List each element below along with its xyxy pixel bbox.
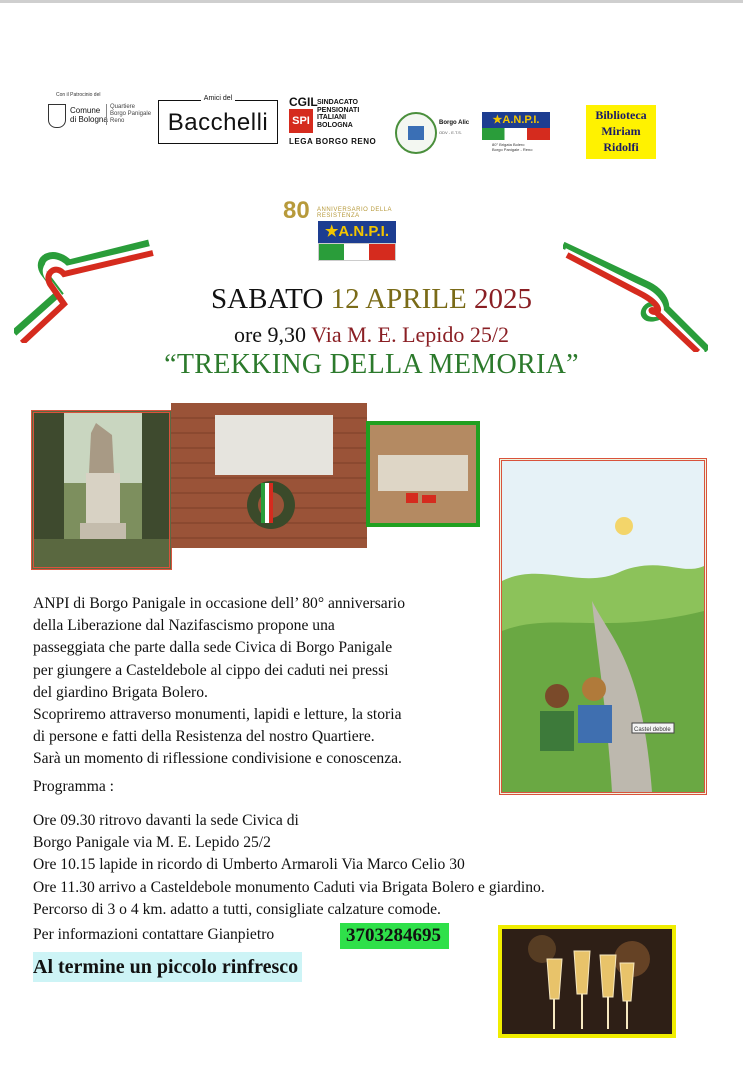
monument-photo	[31, 410, 172, 570]
programma-item: Percorso di 3 o 4 km. adatto a tutti, consigliate calzature comode.	[33, 900, 441, 918]
borgo-alic-name: Borgo Alic	[439, 120, 470, 126]
quartiere-name: Quartiere Borgo Panigale Reno	[106, 104, 151, 125]
coat-of-arms-icon	[48, 104, 66, 128]
amici-bacchelli-logo	[158, 95, 278, 144]
anpi-small-sub: 80° Brigata Bolero Borgo Panigale - Reno	[492, 142, 533, 152]
anpi-brigata-logo	[482, 112, 552, 160]
event-date-heading	[0, 283, 743, 316]
description-line: Sarà un momento di riflessione condivisione e conoscenza.	[33, 750, 402, 768]
armaroli-plaque-photo	[366, 421, 480, 527]
lega-label: LEGA BORGO RENO	[289, 137, 377, 146]
biblioteca-logo: Biblioteca Miriam Ridolfi	[586, 105, 656, 159]
building-icon	[395, 112, 437, 154]
borgo-alic-logo	[395, 112, 475, 162]
memorial-plaque-photo	[171, 403, 367, 548]
description-line: per giungere a Casteldebole al cippo dei caduti nei pressi	[33, 661, 389, 679]
italian-flag-icon	[318, 243, 396, 261]
description-line: di persone e fatti della Resistenza del nostro Quartiere.	[33, 728, 375, 746]
spi-badge: SPI	[289, 109, 313, 133]
anpi-80-anniversary-logo	[283, 197, 415, 267]
contact-label: Per informazioni contattare Gianpietro	[33, 926, 275, 943]
bacchelli-name: Bacchelli	[167, 109, 269, 136]
comune-name: Comune di Bologna	[70, 106, 108, 124]
sindacato-text: SINDACATO PENSIONATI ITALIANI BOLOGNA	[317, 99, 360, 129]
programma-item: Ore 11.30 arrivo a Casteldebole monumento Caduti via Brigata Bolero e giardino.	[33, 878, 545, 896]
italian-flag-icon	[482, 128, 550, 140]
castel-debole-sign: Castel debole	[634, 727, 671, 733]
day-label: SABATO	[211, 283, 324, 315]
eighty-label: 80	[283, 197, 310, 224]
borgo-alic-sub: ODV - E.T.S.	[439, 130, 462, 135]
programma-item: Ore 09.30 ritrovo davanti la sede Civica di	[33, 812, 299, 829]
cgil-spi-logo	[287, 95, 382, 150]
description-line: della Liberazione dal Nazifascismo propone una	[33, 617, 335, 635]
trekking-illustration	[499, 458, 707, 795]
closing-note: Al termine un piccolo rinfresco	[33, 952, 302, 982]
description-line: ANPI di Borgo Panigale in occasione dell’ 80° anniversario	[33, 595, 406, 612]
description-line: passeggiata che parte dalla sede Civica di Borgo Panigale	[33, 639, 393, 657]
programma-item: Borgo Panigale via M. E. Lepido 25/2	[33, 834, 271, 852]
anpi-center-name: ★A.N.P.I.	[318, 221, 396, 243]
description-line: Scopriremo attraverso monumenti, lapidi e letture, la storia	[33, 706, 402, 724]
event-time-address	[0, 322, 743, 348]
date-label: 12 APRILE	[330, 283, 467, 315]
event-description	[33, 593, 503, 771]
amici-label: Amici del	[201, 95, 235, 102]
phone-number[interactable]: 3703284695	[340, 923, 449, 949]
patrocinio-label: Con il Patrocinio del	[56, 92, 101, 98]
top-border	[0, 0, 743, 3]
champagne-glasses-photo	[498, 925, 676, 1038]
anpi-small-name: ★A.N.P.I.	[482, 112, 550, 128]
address-label: Via M. E. Lepido 25/2	[311, 322, 510, 347]
programma-list	[33, 810, 713, 921]
time-label: ore 9,30	[233, 322, 307, 347]
event-title: “TREKKING DELLA MEMORIA”	[164, 349, 579, 380]
cgil-label: CGIL	[289, 95, 318, 109]
programma-item: Ore 10.15 lapide in ricordo di Umberto Armaroli Via Marco Celio 30	[33, 856, 465, 874]
comune-bologna-logo	[48, 92, 158, 152]
programma-heading: Programma :	[33, 778, 114, 795]
year-label: 2025	[473, 283, 532, 315]
anniversary-label: ANNIVERSARIO DELLA RESISTENZA	[317, 207, 392, 219]
description-line: del giardino Brigata Bolero.	[33, 683, 208, 701]
